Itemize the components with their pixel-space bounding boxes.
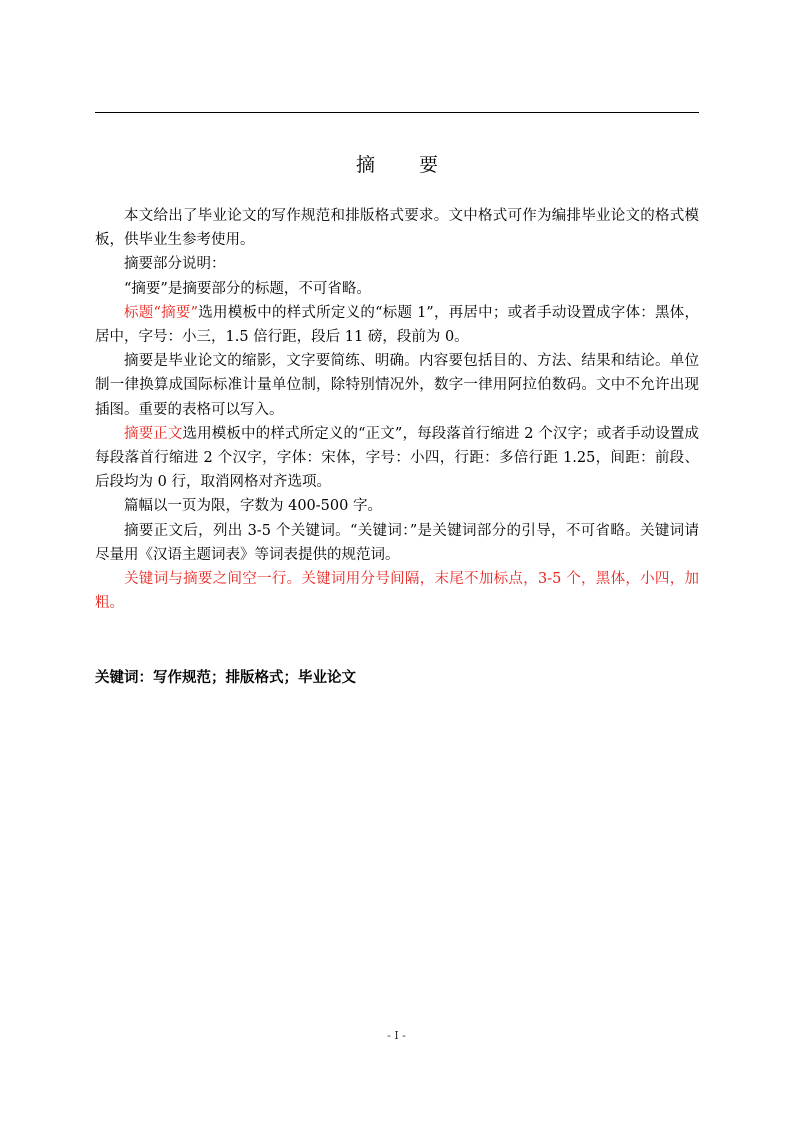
page-title — [95, 150, 699, 180]
title-char-1: 摘 — [355, 154, 375, 176]
page-number: - I - — [387, 1029, 406, 1042]
body-style-text: 选用模板中的样式所定义的“正文”，每段落首行缩进 2 个汉字；或者手动设置成每段落首行缩进 2 个汉字，字体：宋体，字号：小四，行距：多倍行距 1.25，间距：前段、后段均为 0 行，取消网格对齐选项。 — [95, 425, 699, 491]
paragraph-keywords-format — [95, 567, 699, 615]
title-style-text: 选用模板中的样式所定义的“标题 1”，再居中；或者手动设置成字体：黑体，居中，字号：小三，1.5 倍行距，段后 11 磅，段前为 0。 — [95, 304, 699, 346]
highlight-title-label: 标题“摘要” — [124, 304, 199, 321]
title-char-2: 要 — [419, 154, 439, 176]
highlight-body-label: 摘要正文 — [124, 425, 183, 442]
paragraph-title-note: “摘要”是摘要部分的标题，不可省略。 — [124, 280, 371, 297]
paragraph-section-note: 摘要部分说明： — [124, 256, 226, 273]
abstract-body — [95, 204, 699, 615]
paragraph-title-style — [95, 301, 699, 349]
paragraph-intro: 本文给出了毕业论文的写作规范和排版格式要求。文中格式可作为编排毕业论文的格式模板，供毕业生参考使用。 — [95, 208, 699, 249]
paragraph-summary-rules: 摘要是毕业论文的缩影，文字要简练、明确。内容要包括目的、方法、结果和结论。单位制一律换算成国际标准计量单位制，除特别情况外，数字一律用阿拉伯数码。文中不允许出现插图。重要的表格可以写入。 — [95, 353, 699, 418]
paragraph-keywords-rules: 摘要正文后，列出 3-5 个关键词。“关键词：”是关键词部分的引导，不可省略。关键词请尽量用《汉语主题词表》等词表提供的规范词。 — [95, 522, 699, 563]
highlight-keywords-note: 关键词与摘要之间空一行。关键词用分号间隔，末尾不加标点，3-5 个，黑体，小四，加粗。 — [95, 571, 699, 612]
paragraph-length: 篇幅以一页为限，字数为 400-500 字。 — [124, 498, 382, 515]
keywords-line: 关键词：写作规范；排版格式；毕业论文 — [95, 670, 356, 686]
header-rule — [95, 112, 699, 113]
paragraph-body-style — [95, 422, 699, 495]
